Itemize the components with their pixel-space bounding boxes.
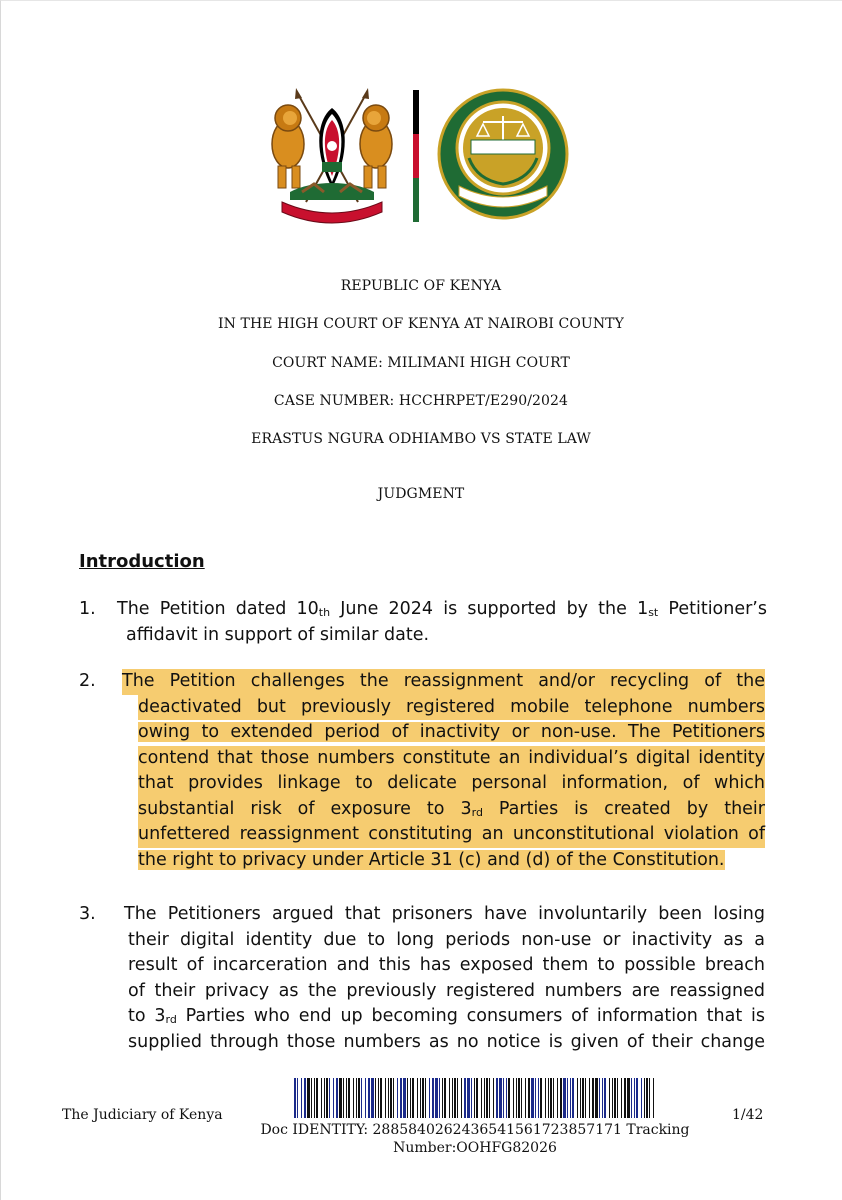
barcode-bar [410, 1078, 411, 1118]
paragraph-line: their digital identity due to long periods non-use or inactivity as a [128, 929, 765, 950]
section-title-introduction: Introduction [79, 551, 205, 572]
paragraph-1 [79, 597, 767, 648]
barcode-bar [617, 1078, 618, 1118]
paragraph-line: to $3_{rd}$ Parties who end up becoming consumers of information that is [128, 1006, 766, 1026]
barcode-bar [641, 1078, 642, 1118]
barcode-bar [388, 1078, 389, 1118]
republic-heading: REPUBLIC OF KENYA [340, 278, 502, 294]
barcode-bar [516, 1078, 517, 1118]
paragraph-line: result of incarceration and this has exposed them to possible breach [128, 955, 765, 975]
barcode-bar [444, 1078, 446, 1118]
barcode-bar [452, 1078, 453, 1118]
barcode-bar [321, 1078, 322, 1118]
case-parties: ERASTUS NGURA ODHIAMBO VS STATE LAW [251, 431, 591, 447]
barcode-bar [461, 1078, 462, 1118]
barcode-bar [484, 1078, 485, 1118]
barcode-bar [425, 1078, 426, 1118]
page-number: 1/42 [732, 1107, 764, 1123]
barcode-bar [385, 1078, 386, 1118]
barcode-bar [627, 1078, 630, 1118]
barcode-bar [506, 1078, 507, 1118]
paragraph-line: The Petition dated $10_{th}$ June 2024 is supported by the $1_{st}$ Petitioner’s [117, 599, 767, 619]
barcode-bar [474, 1078, 475, 1118]
flag-divider-icon [413, 90, 419, 222]
barcode-bar [314, 1078, 315, 1118]
barcode-bar [508, 1078, 510, 1118]
paragraph-2 [79, 669, 767, 873]
barcode-bar [572, 1078, 574, 1118]
barcode-bar [513, 1078, 514, 1118]
barcode-bar [550, 1078, 552, 1118]
paragraph-number: 2. [79, 671, 96, 691]
barcode-bar [634, 1078, 635, 1118]
barcode-bar [563, 1078, 566, 1118]
barcode-bar [493, 1078, 494, 1118]
paragraph-number: 3. [79, 904, 96, 924]
tracking-number: Number:OOHFG82026 [393, 1140, 557, 1156]
barcode-bar [535, 1078, 536, 1118]
barcode-bar [294, 1078, 296, 1118]
barcode-bar [604, 1078, 606, 1118]
barcode-bar [397, 1078, 398, 1118]
barcode-bar [329, 1078, 330, 1118]
barcode-bar [454, 1078, 456, 1118]
barcode-bar [307, 1078, 310, 1118]
barcode-bar [390, 1078, 392, 1118]
barcode-bar [580, 1078, 581, 1118]
highlighted-line: that provides linkage to delicate personal information, of which [138, 771, 765, 797]
paragraph-line: supplied through those numbers as no notice is given of their change [128, 1031, 765, 1052]
barcode-bar [631, 1078, 632, 1118]
barcode-bar [525, 1078, 526, 1118]
barcode-bar [624, 1078, 626, 1118]
footer-publisher: The Judiciary of Kenya [62, 1107, 223, 1123]
barcode-bar [649, 1078, 650, 1118]
kenya-coat-of-arms-icon [262, 84, 402, 224]
barcode-bar [557, 1078, 558, 1118]
barcode-bar [653, 1078, 654, 1118]
barcode-bar [560, 1078, 562, 1118]
barcode-bar [403, 1078, 406, 1118]
barcode-bar [333, 1078, 334, 1118]
barcode-bar [339, 1078, 342, 1118]
barcode-bar [311, 1078, 312, 1118]
document-type: JUDGMENT [377, 486, 465, 502]
header-logos [262, 82, 582, 227]
barcode-bar [592, 1078, 594, 1118]
paragraph-line: owing to extended period of inactivity or non-use. The Petitioners [138, 722, 765, 742]
barcode-bar [548, 1078, 549, 1118]
barcode-bar [412, 1078, 414, 1118]
barcode-bar [636, 1078, 638, 1118]
barcode-bar [420, 1078, 421, 1118]
barcode-bar [380, 1078, 382, 1118]
barcode-bar [553, 1078, 554, 1118]
court-heading: IN THE HIGH COURT OF KENYA AT NAIROBI COUNTY [218, 316, 624, 332]
doc-identity-line: Doc IDENTITY: 288584026243654156172385717​1 Tracking [260, 1122, 690, 1138]
barcode-bar [316, 1078, 318, 1118]
barcode-bar [449, 1078, 450, 1118]
barcode-bar [348, 1078, 350, 1118]
court-name: COURT NAME: MILIMANI HIGH COURT [272, 355, 570, 371]
barcode-bar [585, 1078, 586, 1118]
barcode-bar [476, 1078, 478, 1118]
barcode-bar [531, 1078, 534, 1118]
barcode-bar [400, 1078, 402, 1118]
barcode-bar [545, 1078, 546, 1118]
barcode-bar [589, 1078, 590, 1118]
case-number: CASE NUMBER: HCCHRPET/E290/2024 [273, 393, 569, 409]
highlighted-line: unfettered reassignment constituting an unconstitutional violation of [138, 822, 765, 848]
barcode-bar [503, 1078, 504, 1118]
barcode-bar [489, 1078, 490, 1118]
barcode-bar [644, 1078, 645, 1118]
barcode-bar [343, 1078, 344, 1118]
barcode-bar [646, 1078, 648, 1118]
barcode-bar [621, 1078, 622, 1118]
barcode-bar [467, 1078, 470, 1118]
highlighted-line: contend that those numbers constitute an individual’s digital identity [138, 746, 765, 772]
barcode-bar [378, 1078, 379, 1118]
barcode-bar [353, 1078, 354, 1118]
barcode-bar [407, 1078, 408, 1118]
paragraph-number: 1. [79, 599, 96, 619]
barcode-bar [577, 1078, 578, 1118]
barcode-bar [324, 1078, 325, 1118]
barcode-bar [602, 1078, 603, 1118]
barcode-bar [361, 1078, 362, 1118]
barcode-bar [614, 1078, 616, 1118]
paragraph-3 [79, 902, 767, 1055]
barcode-bar [496, 1078, 498, 1118]
barcode-bar [595, 1078, 598, 1118]
paragraph-line: of their privacy as the previously registered numbers are reassigned [128, 980, 765, 1001]
barcode-bar [336, 1078, 338, 1118]
barcode-bar [375, 1078, 376, 1118]
barcode-bar [442, 1078, 443, 1118]
barcode-bar [464, 1078, 466, 1118]
barcode-bar [429, 1078, 430, 1118]
barcode-bar [356, 1078, 357, 1118]
barcode-bar [326, 1078, 328, 1118]
highlighted-line: the right to privacy under Article 31 (c) and (d) of the Constitution. [138, 849, 725, 870]
barcode-bar [612, 1078, 613, 1118]
judiciary-seal-icon [437, 88, 569, 220]
barcode-bar [435, 1078, 438, 1118]
barcode-bar [304, 1078, 306, 1118]
barcode-bar [528, 1078, 530, 1118]
highlighted-line: The Petition challenges the reassignment and/or recycling of the [122, 669, 765, 695]
document-identity [250, 1121, 700, 1157]
paragraph-line: The Petitioners argued that prisoners have involuntarily been losing [124, 904, 765, 924]
highlighted-line: substantial risk of exposure to $3_{rd}$ Parties is created by their [138, 797, 765, 823]
barcode-bar [499, 1078, 502, 1118]
barcode-bar [457, 1078, 458, 1118]
barcode-bar [371, 1078, 374, 1118]
barcode-bar [521, 1078, 522, 1118]
barcode-bar [486, 1078, 488, 1118]
barcode-bar [297, 1078, 298, 1118]
barcode-bar [599, 1078, 600, 1118]
barcode-bar [471, 1078, 472, 1118]
barcode-bar [481, 1078, 482, 1118]
barcode-bar [417, 1078, 418, 1118]
barcode-bar [393, 1078, 394, 1118]
barcode-bar [540, 1078, 542, 1118]
barcode-bar [609, 1078, 610, 1118]
paragraph-line: affidavit in support of similar date. [126, 624, 430, 645]
barcode-bar [346, 1078, 347, 1118]
highlighted-line: deactivated but previously registered mobile telephone numbers [138, 695, 765, 721]
barcode-bar [439, 1078, 440, 1118]
barcode-bar [301, 1078, 302, 1118]
barcode-bar [538, 1078, 539, 1118]
barcode-bar [570, 1078, 571, 1118]
barcode-bar [518, 1078, 520, 1118]
barcode-bar [365, 1078, 366, 1118]
barcode-bar [368, 1078, 370, 1118]
barcode-bar [582, 1078, 584, 1118]
barcode-bar [567, 1078, 568, 1118]
barcode-bar [358, 1078, 360, 1118]
barcode-bar [432, 1078, 434, 1118]
barcode-icon [294, 1078, 654, 1118]
barcode-bar [422, 1078, 424, 1118]
